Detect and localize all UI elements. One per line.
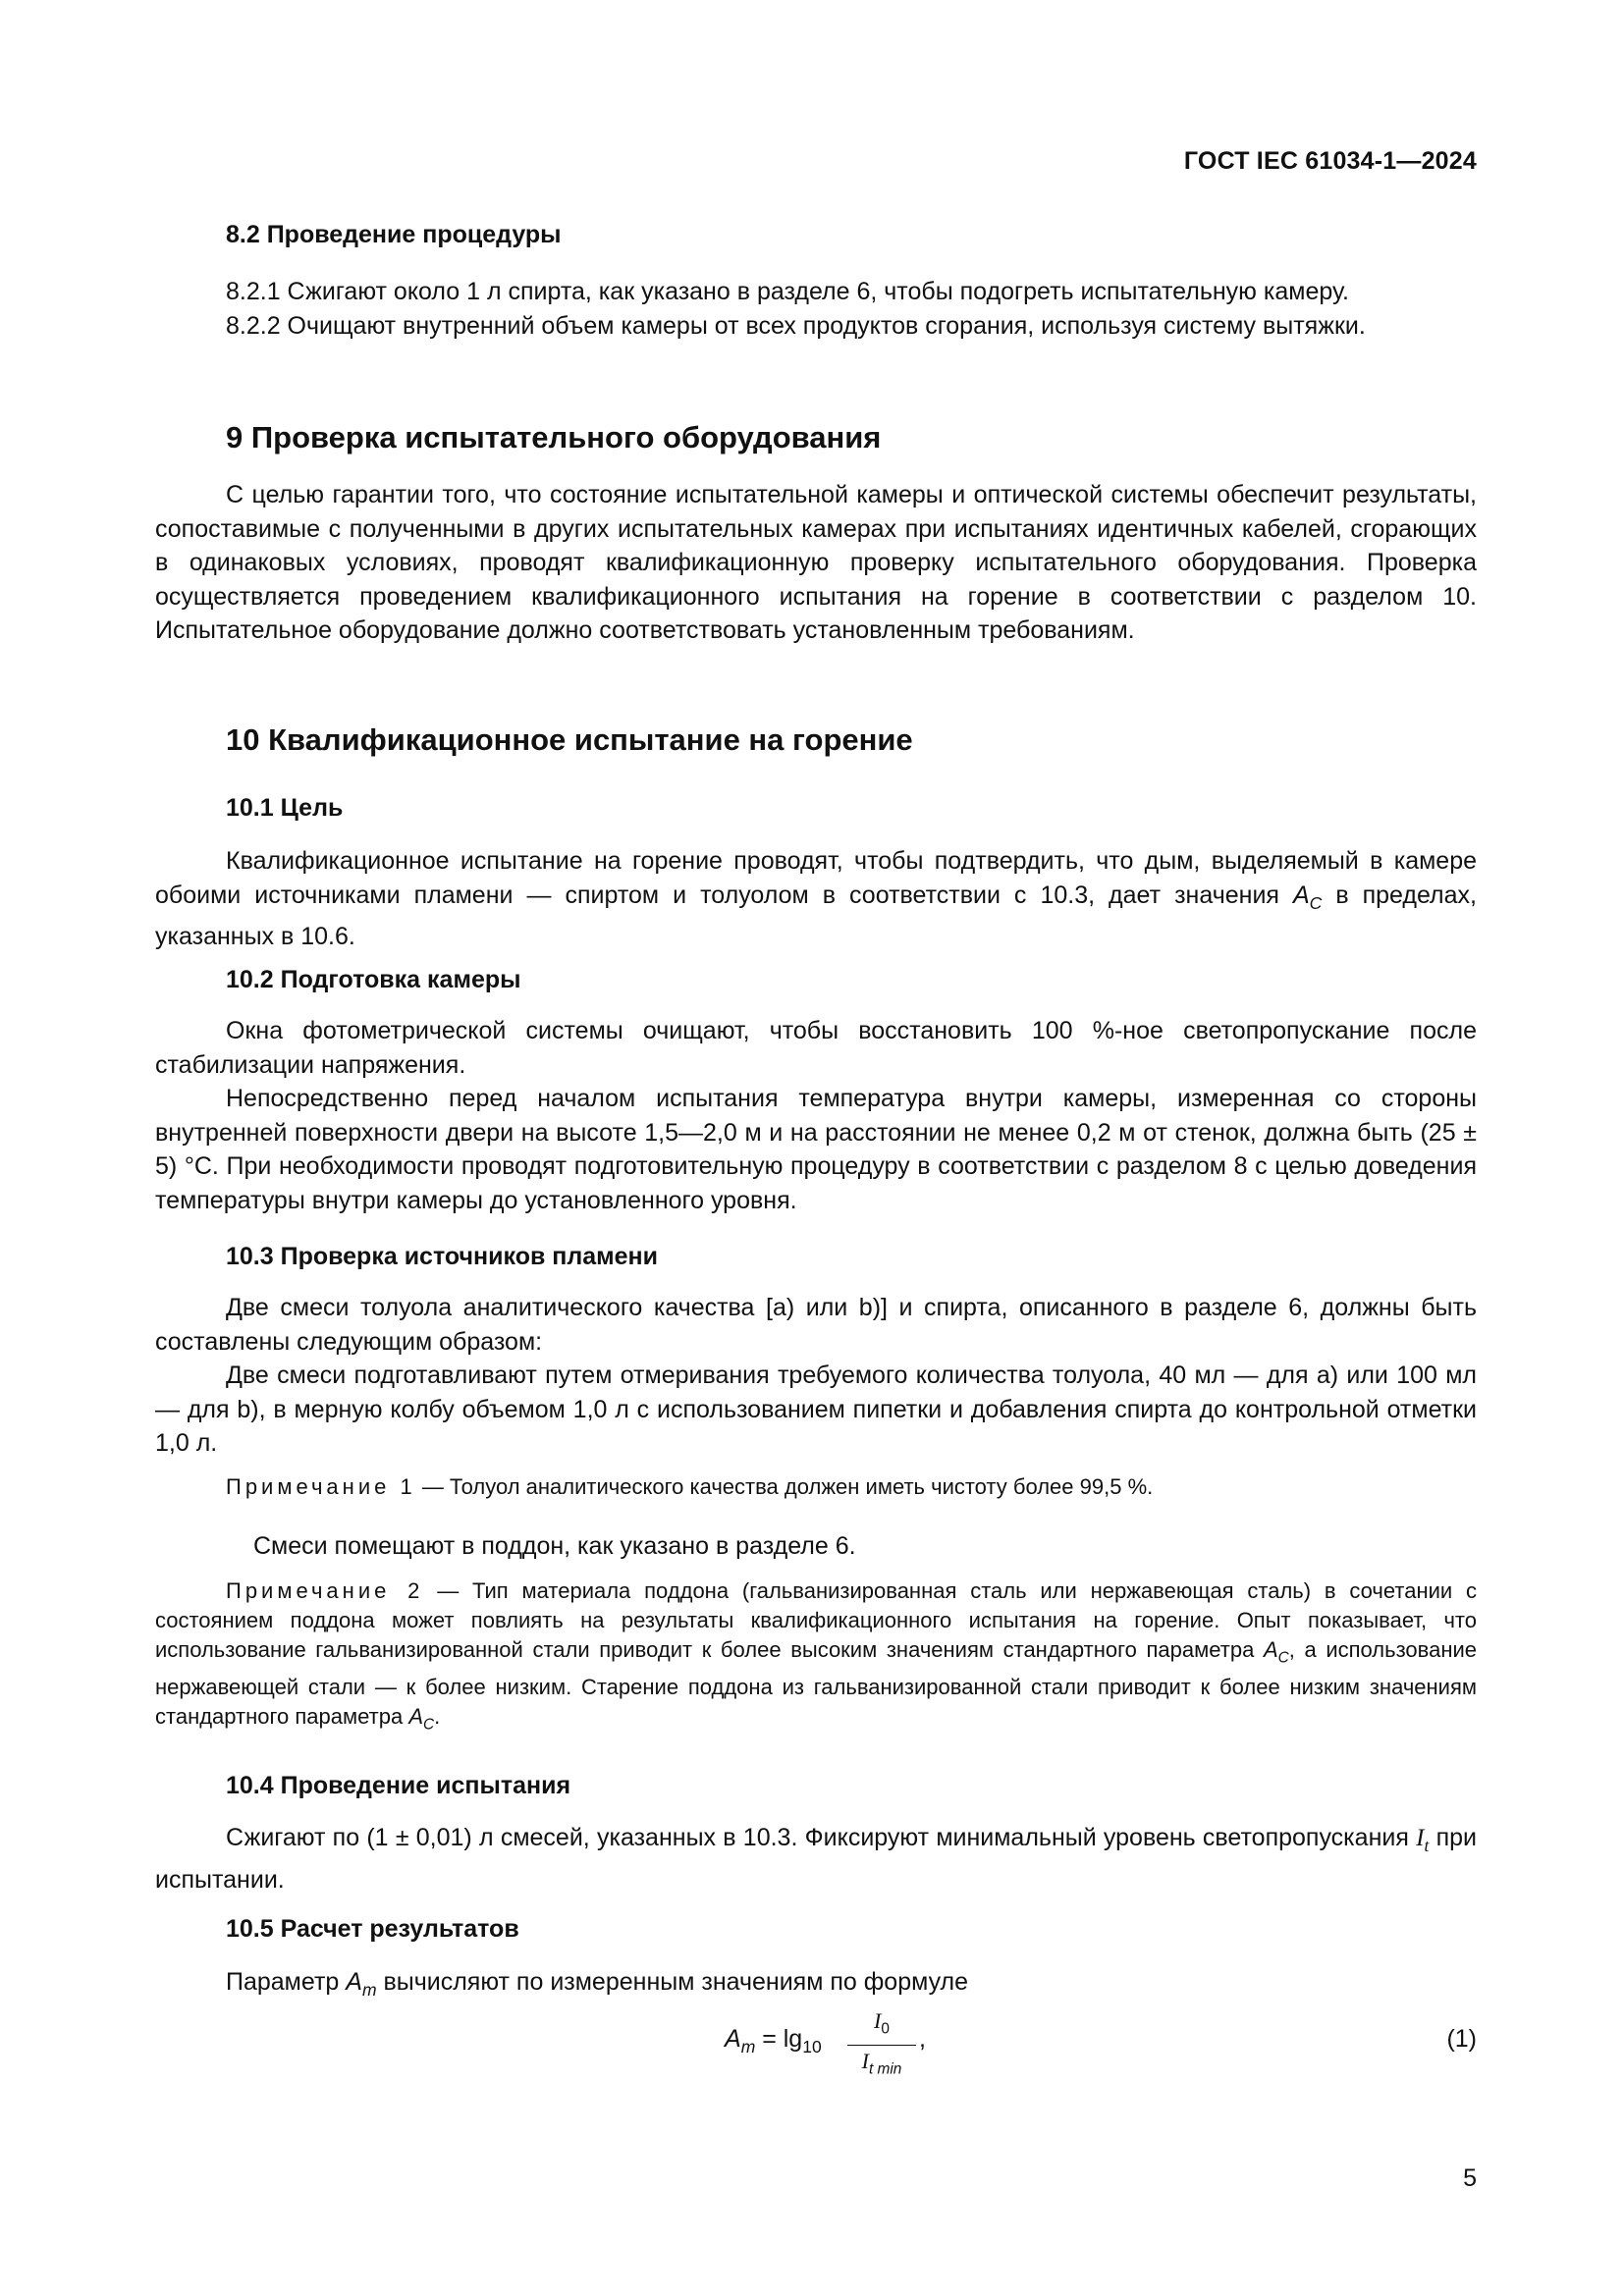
paragraph-10-4-text: Сжигают по (1 ± 0,01) л смесей, указанных в 10.3. Фиксируют минимальный уровень светопропускания [226, 1824, 1409, 1851]
formula-denominator [847, 2048, 916, 2083]
symbol-it-base: I [1416, 1825, 1425, 1851]
symbol-am-sub: m [361, 1980, 377, 2000]
note-2-text: Примечание 2 — Тип материала поддона (гальванизированная сталь или нержавеющая сталь) в сочетании с состоянием поддона может повлиять на результаты квалификационного испытания на горение. Опыт показывает, что использование гальванизированной стали приводит к более высоким значениям стандартного параметра $A_C$, а использование нержавеющей стали — к более низким. Старение поддона из гальванизированной стали приводит к более низким значениям стандартного параметра $A_C$. [155, 1578, 1478, 1734]
formula-log-base: 10 [802, 2037, 822, 2056]
paragraph-8-2-2: 8.2.2 Очищают внутренний объем камеры от всех продуктов сгорания, используя систему вытяжки. [226, 311, 1366, 340]
symbol-am [346, 1968, 377, 2000]
note-2-label: Примечание 2 [226, 1578, 424, 1603]
paragraph-10-3-2: Две смеси подготавливают путем отмеривания требуемого количества толуола, 40 мл — для а) или 100 мл — для b), в мерную колбу объемом 1,0 л с использованием пипетки и добавления спирта до контрольной отметки 1,0 л. [155, 1362, 1477, 1457]
formula-lhs-base: A [725, 2025, 741, 2053]
section-9 [155, 418, 1477, 457]
paragraph-8-2-1: 8.2.1 Сжигают около 1 л спирта, как указано в разделе 6, чтобы подогреть испытательную камеру. [226, 278, 1349, 305]
formula-eq: = lg [755, 2025, 803, 2053]
section-10-1 [155, 791, 1477, 825]
formula-denominator-sub: t min [868, 2060, 902, 2078]
section-10-4-body [155, 1821, 1477, 1896]
section-8-2-title: 8.2 Проведение процедуры [226, 221, 562, 248]
section-9-body [155, 478, 1477, 648]
section-10-5-title: 10.5 Расчет результатов [226, 1915, 519, 1943]
symbol-ac-note-2-sub: C [423, 1716, 435, 1734]
symbol-ac-base: A [1292, 881, 1310, 909]
paragraph-10-3-1: Две смеси толуола аналитического качества [а) или b)] и спирта, описанного в разделе 6, должны быть составлены следующим образом: [155, 1294, 1477, 1356]
note-2-body-b: , а использование нержавеющей стали — к более низким. Старение поддона из гальванизированной стали приводит к более низким значениям стандартного параметра [155, 1637, 1478, 1730]
note-2-body-a: — Тип материала поддона (гальванизированная сталь или нержавеющая сталь) в сочетании с состоянием поддона может повлиять на результаты квалификационного испытания на горение. Опыт показывает, что использование гальванизированной стали приводит к более высоким значениям стандартного параметра [155, 1578, 1477, 1662]
note-1 [155, 1472, 1477, 1502]
formula-number: (1) [1446, 2025, 1477, 2053]
paragraph-10-5 [155, 1965, 1477, 2007]
paragraph-10-3-3-wrap [155, 1529, 1477, 1564]
paragraph-10-4 [155, 1821, 1477, 1896]
page-number: 5 [1463, 2164, 1477, 2192]
paragraph-10-4-end: при испытании. [155, 1824, 1477, 1894]
paragraph-10-5-text: Параметр [226, 1968, 340, 1996]
document-page [155, 0, 1477, 2296]
symbol-ac-note-2-base: A [408, 1704, 423, 1730]
section-10-3 [155, 1240, 1477, 1273]
formula-lhs [725, 2025, 822, 2057]
section-8-2 [155, 218, 1477, 251]
symbol-ac-note-base: A [1263, 1637, 1278, 1662]
section-10-5 [155, 1912, 1477, 1946]
formula-lhs-sub: m [740, 2037, 756, 2056]
symbol-it [1416, 1825, 1430, 1855]
section-10 [155, 721, 1477, 760]
section-10-title: 10 Квалификационное испытание на горение [226, 722, 913, 757]
section-10-4 [155, 1769, 1477, 1802]
paragraph-10-1 [155, 844, 1477, 954]
formula-fraction [847, 2007, 916, 2084]
standard-header: ГОСТ IEC 61034-1—2024 [1183, 147, 1477, 175]
paragraph-10-2-1: Окна фотометрической системы очищают, чтобы восстановить 100 %-ное светопропускание после стабилизации напряжения. [155, 1017, 1477, 1079]
section-9-title: 9 Проверка испытательного оборудования [226, 420, 882, 454]
paragraph-9-1: С целью гарантии того, что состояние испытательной камеры и оптической системы обеспечит результаты, сопоставимые с полученными в других испытательных камерах при испытаниях идентичных кабелей, сгорающих в одинаковых условиях, проводят квалификационную проверку испытательного оборудования. Проверка осуществляется проведением квалификационного испытания на горение в соответствии с разделом 10. Испытательное оборудование должно соответствовать установленным требованиям. [155, 481, 1477, 644]
section-10-1-body [155, 844, 1477, 954]
section-10-2-title: 10.2 Подготовка камеры [226, 966, 521, 993]
symbol-ac [1292, 881, 1323, 913]
note-1-text [155, 1472, 1477, 1502]
symbol-ac-note-sub: C [1277, 1649, 1289, 1667]
paragraph-10-3-3: Смеси помещают в поддон, как указано в разделе 6. [253, 1532, 856, 1560]
section-10-1-title: 10.1 Цель [226, 794, 344, 822]
formula-numerator-sub: 0 [881, 2020, 890, 2038]
symbol-am-base: A [346, 1968, 362, 1996]
paragraph-10-1-text: Квалификационное испытание на горение проводят, чтобы подтвердить, что дым, выделяемый в камере обоими источниками пламени — спиртом и толуолом в соответствии с 10.3, дает значения [155, 847, 1477, 909]
section-10-5-body [155, 1965, 1477, 2007]
symbol-it-sub: t [1424, 1836, 1430, 1855]
note-1-body: — Толуол аналитического качества должен иметь чистоту более 99,5 %. [421, 1474, 1154, 1499]
paragraph-10-5-end: вычисляют по измеренным значениям по формуле [383, 1968, 969, 1996]
formula-denominator-base: I [861, 2049, 869, 2074]
symbol-ac-sub: C [1309, 892, 1323, 913]
fraction-bar [847, 2045, 916, 2046]
symbol-ac-note [1263, 1637, 1289, 1667]
section-10-3-body [155, 1291, 1477, 1461]
formula-numerator-base: I [874, 2008, 882, 2033]
formula-comma: , [919, 2025, 926, 2053]
paragraph-10-2-2: Непосредственно перед началом испытания температура внутри камеры, измеренная со стороны внутренней поверхности двери на высоте 1,5—2,0 м и на расстоянии не менее 0,2 м от стенок, должна быть (25 ± 5) °С. При необходимости проводят подготовительную процедуру в соответствии с разделом 8 с целью доведения температуры внутри камеры до установленного уровня. [155, 1085, 1477, 1214]
formula-1 [155, 2007, 1477, 2076]
section-8-2-body [155, 275, 1477, 343]
section-10-2-body [155, 1014, 1477, 1217]
section-10-2 [155, 963, 1477, 996]
section-10-4-title: 10.4 Проведение испытания [226, 1772, 571, 1799]
section-10-3-title: 10.3 Проверка источников пламени [226, 1243, 659, 1270]
symbol-ac-note-2 [408, 1704, 435, 1734]
note-2 [155, 1576, 1477, 1740]
formula-numerator [847, 2007, 916, 2043]
note-1-label: Примечание 1 [226, 1474, 416, 1499]
paragraph-10-1-end: в пределах, указанных в 10.6. [155, 881, 1477, 950]
